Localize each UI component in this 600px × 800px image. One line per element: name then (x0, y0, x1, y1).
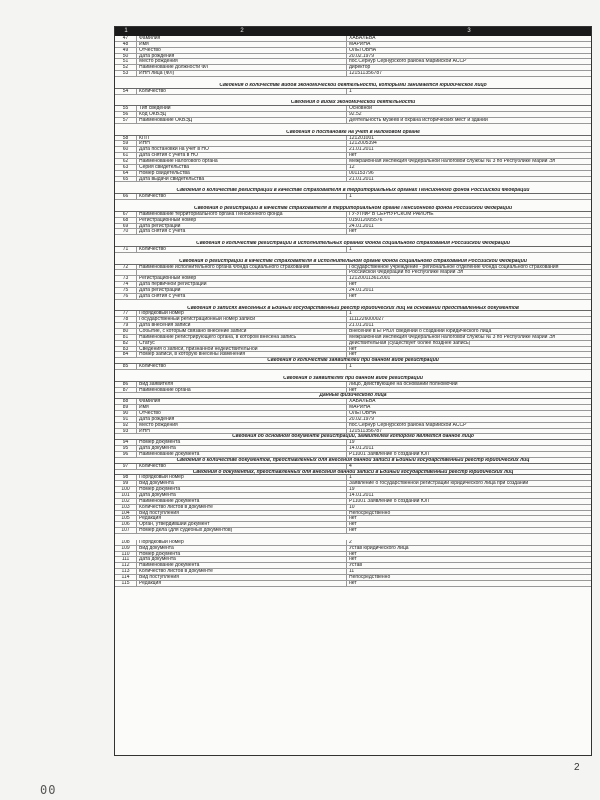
row-number: 67 (115, 212, 137, 217)
field-label: Дата документа (137, 557, 347, 562)
field-value: 21.01.2011 (349, 147, 374, 153)
field-value: 20.02.1979 (349, 53, 375, 59)
row-number: 53 (115, 71, 137, 76)
row-number: 74 (115, 282, 137, 287)
field-value: Устав юридического лица (349, 545, 409, 551)
field-label: Событие, с которым связано внесение записи (137, 329, 347, 334)
row-number: 92 (115, 423, 137, 428)
field-value: нет (349, 229, 357, 235)
field-label: Дата регистрации (137, 288, 347, 293)
field-value: нет (349, 352, 357, 358)
field-label: Имя (137, 405, 347, 410)
field-value: Устав (349, 563, 363, 569)
row-number: 104 (115, 511, 137, 516)
section-title: Сведения об основном документе регистрации, заявителем которого является данное лицо (115, 434, 591, 440)
field-label: Серия свидетельства (137, 165, 347, 170)
field-value: Непосредственно (349, 510, 391, 516)
field-label: Регистрационный номер (137, 276, 347, 281)
row-number: 64 (115, 171, 137, 176)
field-label: Редакция (137, 581, 347, 586)
field-label: Вид документа (137, 481, 347, 486)
field-value: Межрайонная инспекция Федеральной налоговой службы № 3 по Республике Марий Эл (349, 334, 556, 340)
field-value: 1 (349, 311, 352, 317)
field-value: 24.01.2011 (349, 223, 374, 229)
table-row (115, 581, 591, 587)
row-number: 99 (115, 481, 137, 486)
row-number: 83 (115, 347, 137, 352)
section-title: Сведения о количестве документов, представленных для внесения данной записи в Единый государственный реестр юридических лиц (115, 458, 591, 464)
row-number: 76 (115, 294, 137, 299)
field-value: 1 (349, 194, 352, 200)
field-value: 19 (349, 487, 355, 493)
field-value: 14.01.2011 (349, 446, 374, 452)
field-value: 92.52 (349, 112, 362, 118)
field-label: Тип сведений (137, 106, 347, 111)
field-label: Дата документа (137, 446, 347, 451)
field-value: 14.01.2011 (349, 493, 374, 498)
row-number: 77 (115, 311, 137, 316)
field-label: Количество листов в документе (137, 569, 347, 574)
field-label: Наименование ОКВЭД (137, 118, 347, 123)
row-number: 113 (115, 569, 137, 574)
field-value: 1111226000027 (349, 317, 385, 323)
field-label: ИНН (137, 429, 347, 434)
field-label: Номер записи, в которую внесены изменения (137, 352, 347, 357)
field-label: Дата рождения (137, 54, 347, 59)
field-value: нет (349, 153, 357, 159)
field-label: Сведения о записи, признанной недействительной (137, 347, 347, 352)
row-number: 115 (115, 581, 137, 586)
field-value: нет (349, 528, 357, 534)
field-label: Вид поступления (137, 575, 347, 580)
field-value: 4 (349, 463, 352, 469)
field-value: 1 (349, 88, 352, 94)
field-value: Р11001 Заявление о создании ЮЛ (349, 498, 429, 504)
field-value: 001153796 (349, 170, 374, 176)
row-number: 58 (115, 136, 137, 141)
field-value: 121200113612001 (349, 276, 391, 282)
row-number: 86 (115, 382, 137, 387)
field-label: Наименование документа (137, 452, 347, 457)
row-number: 61 (115, 153, 137, 158)
section-title: Сведения о видах экономической деятельности (115, 100, 591, 106)
field-value: 24.01.2011 (349, 287, 374, 293)
field-label: Вид поступления (137, 511, 347, 516)
field-value: Заявление о государственной регистрации юридического лица при создании (349, 481, 529, 487)
field-value: 121511356787 (349, 428, 382, 434)
field-value: 2 (349, 539, 352, 545)
row-number: 81 (115, 335, 137, 340)
field-value: 015012005576 (349, 217, 383, 223)
field-value: Лицо, действующее на основании полномочий (349, 381, 458, 387)
row-number: 107 (115, 528, 137, 533)
field-value: 11 (349, 569, 355, 575)
field-value: ОЛЕГОВНА (349, 47, 377, 53)
field-value: ХАБАЛЕВА (349, 36, 376, 41)
row-number: 49 (115, 48, 137, 53)
field-label: Номер документа (137, 487, 347, 492)
row-number: 85 (115, 364, 137, 369)
row-number: 55 (115, 106, 137, 111)
row-number: 93 (115, 429, 137, 434)
field-value: директор (349, 65, 371, 71)
field-value: 1 (349, 246, 352, 252)
field-label: Дата снятия с учета (137, 229, 347, 234)
field-label: Номер дела (для судебных документов) (137, 528, 347, 533)
field-label: Наименование налогового органа (137, 159, 347, 164)
field-label: Дата первичной регистрации (137, 282, 347, 287)
row-number: 95 (115, 446, 137, 451)
column-header (115, 27, 591, 36)
field-value: 1 (349, 475, 352, 481)
column-header-3: 3 (467, 28, 471, 34)
field-value: Российской Федерации по Республике Марий Эл (349, 270, 464, 276)
row-number: 87 (115, 388, 137, 393)
field-label: Дата выдачи свидетельства (137, 177, 347, 182)
field-label: Количество (137, 194, 347, 199)
field-label: Наименование должности ФЛ (137, 65, 347, 70)
row-number: 72 (115, 265, 137, 270)
field-value: нет (349, 516, 357, 522)
field-label: Количество (137, 464, 347, 469)
row-number: 69 (115, 224, 137, 229)
row-number: 109 (115, 546, 137, 551)
row-number: 63 (115, 165, 137, 170)
field-label: Наименование территориального органа Пенсионного фонда (137, 212, 347, 217)
field-value: нет (349, 293, 357, 299)
field-value: 12 (349, 164, 355, 170)
field-value: нет (349, 557, 357, 563)
row-number: 71 (115, 247, 137, 252)
field-label: Редакция (137, 516, 347, 521)
field-label: Фамилия (137, 36, 347, 41)
row-number: 98 (115, 475, 137, 480)
field-value: Государственное учреждение - региональное отделение Фонда социального страхования (349, 264, 559, 270)
field-label: Место рождения (137, 59, 347, 64)
row-number: 50 (115, 54, 137, 59)
section-title: Сведения о регистрации в качестве страхователя в территориальном органе Пенсионного фонда Российской Федерации (115, 206, 591, 212)
field-label: Отчество (137, 411, 347, 416)
document-sheet (114, 26, 592, 756)
field-value: 121511356787 (349, 71, 382, 77)
field-value: МАРИНА (349, 405, 371, 410)
field-label: Дата внесения записи (137, 323, 347, 328)
field-value: пос.Сернур Сернурского района Марийской АССР (349, 422, 467, 428)
field-label: Наименование регистрирующего органа, в котором внесена запись (137, 335, 347, 340)
row-number: 112 (115, 563, 137, 568)
field-value: Внесение в ЕГРЮЛ сведений о создании юридического лица (349, 328, 492, 334)
field-label: Регистрационный номер (137, 218, 347, 223)
field-value: действительная (существует более позднее запись) (349, 340, 471, 346)
row-number: 89 (115, 405, 137, 410)
row-number: 75 (115, 288, 137, 293)
row-number: 114 (115, 575, 137, 580)
row-number: 94 (115, 440, 137, 445)
field-label: Порядковый номер (137, 475, 347, 480)
field-label: Дата документа (137, 493, 347, 498)
field-value: МАРИНА (349, 41, 371, 47)
row-number: 106 (115, 522, 137, 527)
row-number: 105 (115, 516, 137, 521)
field-label: Количество листов в документе (137, 505, 347, 510)
field-label: Количество (137, 364, 347, 369)
row-number: 96 (115, 452, 137, 457)
field-value: пос.Сернур Сернурского района Марийской АССР (349, 59, 467, 65)
row-number: 66 (115, 194, 137, 199)
field-label: Наименование документа (137, 499, 347, 504)
row-number: 73 (115, 276, 137, 281)
field-label: Код ОКВЭД (137, 112, 347, 117)
row-number: 79 (115, 323, 137, 328)
field-label: ИНН (137, 141, 347, 146)
row-number: 47 (115, 36, 137, 41)
field-label: Дата снятия с учета (137, 294, 347, 299)
field-label: Порядковый номер (137, 311, 347, 316)
row-number: 68 (115, 218, 137, 223)
field-value: нет (349, 282, 357, 287)
field-value: нет (349, 346, 357, 352)
row-number: 56 (115, 112, 137, 117)
row-number: 70 (115, 229, 137, 234)
field-label: Количество (137, 89, 347, 94)
field-value: 21.01.2011 (349, 323, 374, 328)
column-header-2: 2 (240, 28, 244, 34)
row-number: 59 (115, 141, 137, 146)
row-number: 110 (115, 552, 137, 557)
field-label: Наименование исполнительного органа Фонда социального страхования (137, 265, 347, 270)
section-title: Сведения о заявителях при данном виде регистрации (115, 376, 591, 382)
field-label: Вид документа (137, 546, 347, 551)
field-label: Количество (137, 247, 347, 252)
field-label: Порядковый номер (137, 540, 347, 545)
section-title: Данные физического лица (115, 393, 591, 399)
row-number: 48 (115, 42, 137, 47)
margin-mark: 00 (40, 783, 57, 797)
row-number: 54 (115, 89, 137, 94)
field-value: Межрайонная инспекция Федеральной налоговой службы № 3 по Республике Марий Эл (349, 159, 556, 164)
row-number: 60 (115, 147, 137, 152)
row-number: 100 (115, 487, 137, 492)
field-value: 121201001 (349, 135, 375, 141)
field-value: нет (349, 580, 357, 586)
field-value: 20.02.1979 (349, 416, 375, 422)
field-value: Непосредственно (349, 575, 391, 580)
section-title: Сведения о количестве регистраций в исполнительных органах Фонда социального страхования Российской Федерации (115, 241, 591, 247)
field-value: Р11001 Заявление о создании ЮЛ (349, 452, 429, 457)
row-number: 78 (115, 317, 137, 322)
field-value: 21.01.2011 (349, 176, 374, 182)
section-title: Сведения о документах, представленных для внесения данной записи в Единый государственный реестр юридических лиц (115, 470, 591, 476)
field-label: Статус (137, 341, 347, 346)
field-label: Фамилия (137, 399, 347, 404)
row-number: 80 (115, 329, 137, 334)
row-number: 90 (115, 411, 137, 416)
field-value: ГУ-УПФР В СЕРНУРСКОМ РАЙОНЕ (349, 211, 434, 217)
section-title: Сведения о регистрации в качестве страхователя в исполнительном органе Фонда социального страхования Российской Федерации (115, 259, 591, 265)
field-value: нет (349, 551, 357, 557)
row-number: 108 (115, 540, 137, 545)
page-number: 2 (574, 762, 580, 773)
row-number: 91 (115, 417, 137, 422)
field-value: ОЛЕГОВНА (349, 411, 377, 416)
row-number: 62 (115, 159, 137, 164)
field-label: Имя (137, 42, 347, 47)
column-header-1: 1 (124, 28, 128, 34)
row-number: 82 (115, 341, 137, 346)
row-number: 57 (115, 118, 137, 123)
field-value: 10 (349, 504, 355, 510)
row-number: 65 (115, 177, 137, 182)
field-value: ХАБАЛЕВА (349, 399, 376, 405)
field-value: 1 (349, 364, 352, 369)
field-label: Дата регистрации (137, 224, 347, 229)
field-label: Отчество (137, 48, 347, 53)
row-number: 97 (115, 464, 137, 469)
field-label: Дата рождения (137, 417, 347, 422)
section-title: Сведения о записях внесенных в Единый государственный реестр юридических лиц на основании представленных документов (115, 306, 591, 312)
section-title: Сведения о количестве заявителей при данном виде регистрации (115, 358, 591, 364)
field-value: 19 (349, 440, 355, 446)
row-number: 84 (115, 352, 137, 357)
section-title: Сведения о количестве регистраций в качестве страхователя в территориальных органах Пенсионного фонда Российской Федерации (115, 188, 591, 194)
field-value: нет (349, 522, 357, 528)
row-number: 111 (115, 557, 137, 562)
row-number: 52 (115, 65, 137, 70)
field-label: Наименование органа (137, 388, 347, 393)
row-number: 88 (115, 399, 137, 404)
field-label: Государственный регистрационный номер записи (137, 317, 347, 322)
field-value: Основной (349, 106, 372, 112)
field-label: Место рождения (137, 423, 347, 428)
field-value: 1212005394 (349, 141, 377, 147)
row-number: 103 (115, 505, 137, 510)
field-label: ИНН лица (ФЛ) (137, 71, 347, 76)
field-label: Дата постановки на учет в НО (137, 147, 347, 152)
row-number: 101 (115, 493, 137, 498)
field-label: Номер документа (137, 552, 347, 557)
field-value: нет (349, 387, 357, 393)
field-label: Вид заявителя (137, 382, 347, 387)
section-title: Сведения о количестве видов экономической деятельности, которыми занимается юридическое лицо (115, 83, 591, 89)
field-label: Орган, утвердивший документ (137, 522, 347, 527)
field-label: Номер свидетельства (137, 171, 347, 176)
row-number: 102 (115, 499, 137, 504)
field-label: Номер документа (137, 440, 347, 445)
record-table (115, 36, 591, 587)
field-label (137, 270, 347, 275)
row-number (115, 270, 137, 275)
field-value: Деятельность музеев и охрана исторических мест и зданий (349, 118, 488, 123)
field-label: Наименование документа (137, 563, 347, 568)
row-number: 51 (115, 59, 137, 64)
field-label: Дата снятия с учета в НО (137, 153, 347, 158)
section-title: Сведения о постановке на учет в налоговом органе (115, 130, 591, 136)
field-label: КПП (137, 136, 347, 141)
